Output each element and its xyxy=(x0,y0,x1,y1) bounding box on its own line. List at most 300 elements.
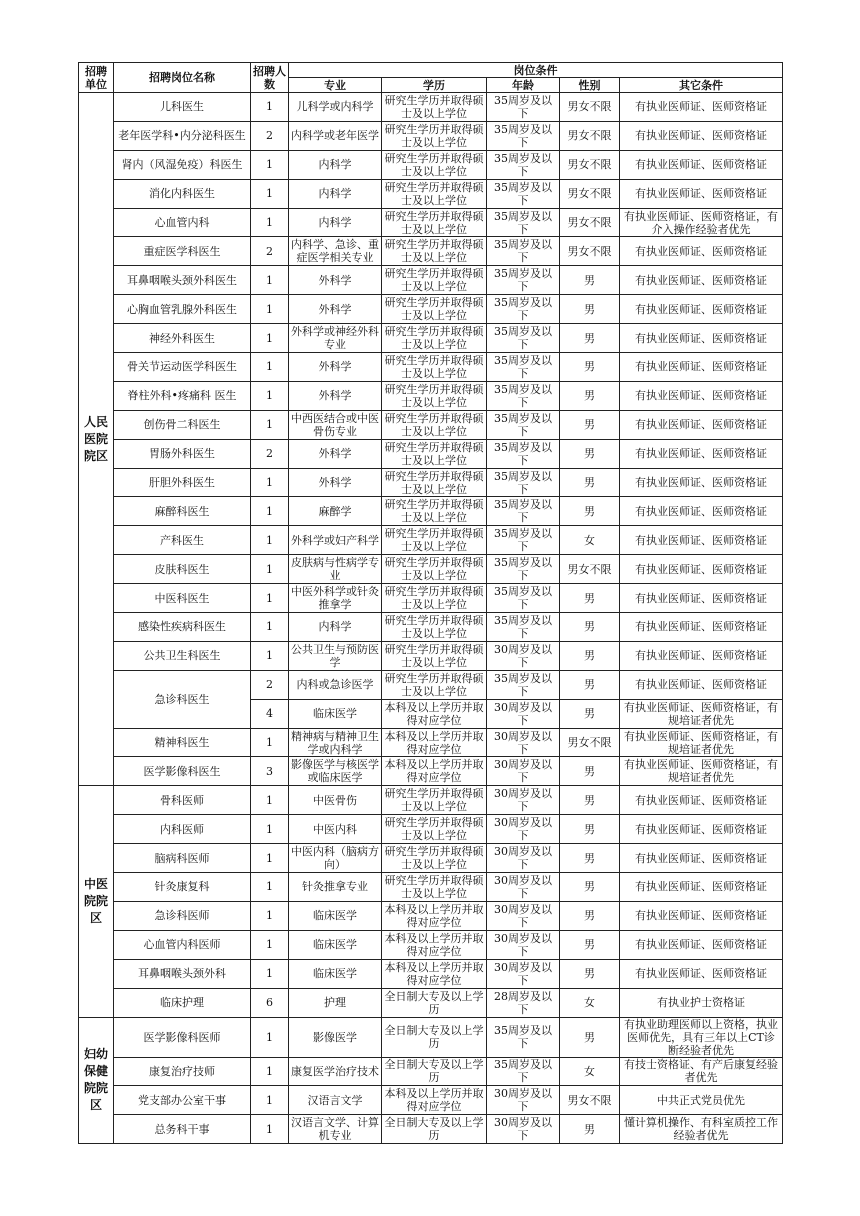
age-cell: 30周岁及以下 xyxy=(487,728,560,757)
header-other: 其它条件 xyxy=(620,78,783,93)
gender-cell: 男 xyxy=(560,901,620,930)
table-row xyxy=(79,121,783,150)
post-cell: 公共卫生科医生 xyxy=(114,641,251,670)
education-cell: 研究生学历并取得硕士及以上学位 xyxy=(382,613,487,642)
major-cell: 影像医学与核医学或临床医学 xyxy=(289,757,382,786)
other-cell: 有执业医师证、医师资格证 xyxy=(620,266,783,295)
age-cell: 35周岁及以下 xyxy=(487,526,560,555)
table-row xyxy=(79,988,783,1017)
table-row xyxy=(79,786,783,815)
table-row xyxy=(79,410,783,439)
post-cell: 儿科医生 xyxy=(114,93,251,122)
age-cell: 30周岁及以下 xyxy=(487,844,560,873)
table-row xyxy=(79,439,783,468)
education-cell: 研究生学历并取得硕士及以上学位 xyxy=(382,266,487,295)
age-cell: 30周岁及以下 xyxy=(487,901,560,930)
count-cell: 1 xyxy=(251,295,289,324)
table-row xyxy=(79,381,783,410)
major-cell: 中医骨伤 xyxy=(289,786,382,815)
major-cell: 汉语言文学 xyxy=(289,1086,382,1115)
gender-cell: 男 xyxy=(560,1017,620,1057)
gender-cell: 男 xyxy=(560,786,620,815)
count-cell: 1 xyxy=(251,468,289,497)
other-cell: 有执业医师证、医师资格证 xyxy=(620,670,783,699)
education-cell: 本科及以上学历并取得对应学位 xyxy=(382,1086,487,1115)
other-cell: 有执业医师证、医师资格证 xyxy=(620,555,783,584)
gender-cell: 男 xyxy=(560,295,620,324)
header-gender: 性别 xyxy=(560,78,620,93)
table-row xyxy=(79,324,783,353)
gender-cell: 女 xyxy=(560,1057,620,1086)
post-cell: 肝胆外科医生 xyxy=(114,468,251,497)
age-cell: 35周岁及以下 xyxy=(487,1057,560,1086)
table-row xyxy=(79,237,783,266)
age-cell: 35周岁及以下 xyxy=(487,584,560,613)
age-cell: 35周岁及以下 xyxy=(487,410,560,439)
major-cell: 儿科学或内科学 xyxy=(289,93,382,122)
count-cell: 1 xyxy=(251,815,289,844)
gender-cell: 男 xyxy=(560,353,620,382)
gender-cell: 男 xyxy=(560,410,620,439)
other-cell: 懂计算机操作、有科室质控工作经验者优先 xyxy=(620,1115,783,1144)
post-cell: 心胸血管乳腺外科医生 xyxy=(114,295,251,324)
major-cell: 外科学 xyxy=(289,295,382,324)
major-cell: 中医内科 xyxy=(289,815,382,844)
count-cell: 1 xyxy=(251,93,289,122)
age-cell: 35周岁及以下 xyxy=(487,295,560,324)
post-cell: 脑病科医师 xyxy=(114,844,251,873)
other-cell: 有执业医师证、医师资格证 xyxy=(620,410,783,439)
table-row xyxy=(79,468,783,497)
post-cell: 感染性疾病科医生 xyxy=(114,613,251,642)
gender-cell: 男 xyxy=(560,641,620,670)
other-cell: 中共正式党员优先 xyxy=(620,1086,783,1115)
age-cell: 30周岁及以下 xyxy=(487,757,560,786)
count-cell: 1 xyxy=(251,1017,289,1057)
gender-cell: 男 xyxy=(560,324,620,353)
major-cell: 外科学 xyxy=(289,353,382,382)
gender-cell: 男 xyxy=(560,266,620,295)
education-cell: 研究生学历并取得硕士及以上学位 xyxy=(382,584,487,613)
gender-cell: 男 xyxy=(560,670,620,699)
education-cell: 研究生学历并取得硕士及以上学位 xyxy=(382,873,487,902)
major-cell: 内科学或老年医学 xyxy=(289,121,382,150)
post-cell: 创伤骨二科医生 xyxy=(114,410,251,439)
gender-cell: 男 xyxy=(560,497,620,526)
age-cell: 30周岁及以下 xyxy=(487,1086,560,1115)
education-cell: 研究生学历并取得硕士及以上学位 xyxy=(382,439,487,468)
post-cell: 心血管内科 xyxy=(114,208,251,237)
post-cell: 胃肠外科医生 xyxy=(114,439,251,468)
education-cell: 本科及以上学历并取得对应学位 xyxy=(382,757,487,786)
education-cell: 研究生学历并取得硕士及以上学位 xyxy=(382,410,487,439)
other-cell: 有执业医师证、医师资格证，有规培证者优先 xyxy=(620,757,783,786)
education-cell: 研究生学历并取得硕士及以上学位 xyxy=(382,468,487,497)
major-cell: 内科学 xyxy=(289,179,382,208)
post-cell: 医学影像科医师 xyxy=(114,1017,251,1057)
major-cell: 汉语言文学、计算机专业 xyxy=(289,1115,382,1144)
post-cell: 中医科医生 xyxy=(114,584,251,613)
gender-cell: 男女不限 xyxy=(560,179,620,208)
count-cell: 3 xyxy=(251,757,289,786)
major-cell: 康复医学治疗技术 xyxy=(289,1057,382,1086)
other-cell: 有执业医师证、医师资格证 xyxy=(620,641,783,670)
age-cell: 35周岁及以下 xyxy=(487,179,560,208)
education-cell: 本科及以上学历并取得对应学位 xyxy=(382,930,487,959)
education-cell: 研究生学历并取得硕士及以上学位 xyxy=(382,555,487,584)
major-cell: 内科学 xyxy=(289,208,382,237)
gender-cell: 女 xyxy=(560,988,620,1017)
post-cell: 急诊科医师 xyxy=(114,901,251,930)
age-cell: 35周岁及以下 xyxy=(487,237,560,266)
table-row xyxy=(79,670,783,699)
count-cell: 4 xyxy=(251,699,289,728)
count-cell: 1 xyxy=(251,959,289,988)
age-cell: 30周岁及以下 xyxy=(487,699,560,728)
major-cell: 内科或急诊医学 xyxy=(289,670,382,699)
major-cell: 内科学 xyxy=(289,150,382,179)
table-row xyxy=(79,266,783,295)
education-cell: 研究生学历并取得硕士及以上学位 xyxy=(382,844,487,873)
other-cell: 有执业医师证、医师资格证 xyxy=(620,901,783,930)
post-cell: 精神科医生 xyxy=(114,728,251,757)
post-cell: 麻醉科医生 xyxy=(114,497,251,526)
table-row xyxy=(79,353,783,382)
count-cell: 1 xyxy=(251,208,289,237)
count-cell: 1 xyxy=(251,266,289,295)
major-cell: 公共卫生与预防医学 xyxy=(289,641,382,670)
major-cell: 临床医学 xyxy=(289,699,382,728)
post-cell: 老年医学科•内分泌科医生 xyxy=(114,121,251,150)
post-cell: 急诊科医生 xyxy=(114,670,251,728)
other-cell: 有执业护士资格证 xyxy=(620,988,783,1017)
other-cell: 有执业医师证、医师资格证，有规培证者优先 xyxy=(620,699,783,728)
count-cell: 2 xyxy=(251,121,289,150)
recruitment-table-sheet xyxy=(78,62,782,1144)
other-cell: 有执业医师证、医师资格证 xyxy=(620,179,783,208)
post-cell: 耳鼻咽喉头颈外科医生 xyxy=(114,266,251,295)
age-cell: 28周岁及以下 xyxy=(487,988,560,1017)
other-cell: 有执业医师证、医师资格证 xyxy=(620,959,783,988)
major-cell: 外科学 xyxy=(289,266,382,295)
other-cell: 有执业医师证、医师资格证 xyxy=(620,584,783,613)
major-cell: 中医外科学或针灸推拿学 xyxy=(289,584,382,613)
count-cell: 1 xyxy=(251,1057,289,1086)
table-row xyxy=(79,728,783,757)
gender-cell: 女 xyxy=(560,526,620,555)
count-cell: 1 xyxy=(251,150,289,179)
education-cell: 研究生学历并取得硕士及以上学位 xyxy=(382,324,487,353)
other-cell: 有执业医师证、医师资格证，有规培证者优先 xyxy=(620,728,783,757)
unit-cell: 妇幼保健院院区 xyxy=(79,1017,114,1144)
major-cell: 麻醉学 xyxy=(289,497,382,526)
table-row xyxy=(79,959,783,988)
education-cell: 全日制大专及以上学历 xyxy=(382,988,487,1017)
table-row xyxy=(79,526,783,555)
count-cell: 1 xyxy=(251,728,289,757)
gender-cell: 男 xyxy=(560,613,620,642)
table-row xyxy=(79,613,783,642)
other-cell: 有执业医师证、医师资格证 xyxy=(620,237,783,266)
major-cell: 内科学 xyxy=(289,613,382,642)
education-cell: 全日制大专及以上学历 xyxy=(382,1115,487,1144)
age-cell: 35周岁及以下 xyxy=(487,266,560,295)
age-cell: 35周岁及以下 xyxy=(487,324,560,353)
count-cell: 1 xyxy=(251,613,289,642)
table-row xyxy=(79,93,783,122)
post-cell: 骨科医师 xyxy=(114,786,251,815)
other-cell: 有执业医师证、医师资格证 xyxy=(620,93,783,122)
post-cell: 内科医师 xyxy=(114,815,251,844)
education-cell: 研究生学历并取得硕士及以上学位 xyxy=(382,641,487,670)
count-cell: 6 xyxy=(251,988,289,1017)
unit-cell: 中医院院区 xyxy=(79,786,114,1017)
other-cell: 有执业医师证、医师资格证 xyxy=(620,353,783,382)
education-cell: 研究生学历并取得硕士及以上学位 xyxy=(382,208,487,237)
table-row xyxy=(79,757,783,786)
post-cell: 党支部办公室干事 xyxy=(114,1086,251,1115)
major-cell: 内科学、急诊、重症医学相关专业 xyxy=(289,237,382,266)
gender-cell: 男 xyxy=(560,959,620,988)
other-cell: 有技士资格证、有产后康复经验者优先 xyxy=(620,1057,783,1086)
recruitment-table xyxy=(78,62,783,1144)
other-cell: 有执业医师证、医师资格证 xyxy=(620,497,783,526)
education-cell: 研究生学历并取得硕士及以上学位 xyxy=(382,815,487,844)
count-cell: 1 xyxy=(251,497,289,526)
post-cell: 肾内（风湿免疫）科医生 xyxy=(114,150,251,179)
count-cell: 1 xyxy=(251,324,289,353)
other-cell: 有执业医师证、医师资格证 xyxy=(620,381,783,410)
education-cell: 研究生学历并取得硕士及以上学位 xyxy=(382,237,487,266)
age-cell: 35周岁及以下 xyxy=(487,381,560,410)
count-cell: 1 xyxy=(251,381,289,410)
education-cell: 本科及以上学历并取得对应学位 xyxy=(382,699,487,728)
count-cell: 1 xyxy=(251,930,289,959)
gender-cell: 男女不限 xyxy=(560,1086,620,1115)
table-row xyxy=(79,641,783,670)
other-cell: 有执业医师证、医师资格证 xyxy=(620,786,783,815)
age-cell: 35周岁及以下 xyxy=(487,93,560,122)
header-age: 年龄 xyxy=(487,78,560,93)
major-cell: 外科学或妇产科学 xyxy=(289,526,382,555)
education-cell: 研究生学历并取得硕士及以上学位 xyxy=(382,381,487,410)
age-cell: 30周岁及以下 xyxy=(487,641,560,670)
count-cell: 1 xyxy=(251,526,289,555)
gender-cell: 男女不限 xyxy=(560,150,620,179)
education-cell: 研究生学历并取得硕士及以上学位 xyxy=(382,497,487,526)
major-cell: 外科学 xyxy=(289,468,382,497)
table-row xyxy=(79,584,783,613)
education-cell: 本科及以上学历并取得对应学位 xyxy=(382,901,487,930)
gender-cell: 男 xyxy=(560,815,620,844)
table-row xyxy=(79,930,783,959)
other-cell: 有执业医师证、医师资格证 xyxy=(620,295,783,324)
other-cell: 有执业医师证、医师资格证 xyxy=(620,930,783,959)
education-cell: 研究生学历并取得硕士及以上学位 xyxy=(382,526,487,555)
count-cell: 1 xyxy=(251,786,289,815)
gender-cell: 男 xyxy=(560,699,620,728)
post-cell: 总务科干事 xyxy=(114,1115,251,1144)
age-cell: 30周岁及以下 xyxy=(487,786,560,815)
count-cell: 2 xyxy=(251,237,289,266)
age-cell: 35周岁及以下 xyxy=(487,613,560,642)
education-cell: 研究生学历并取得硕士及以上学位 xyxy=(382,121,487,150)
gender-cell: 男 xyxy=(560,439,620,468)
major-cell: 外科学或神经外科专业 xyxy=(289,324,382,353)
count-cell: 1 xyxy=(251,555,289,584)
table-row xyxy=(79,208,783,237)
education-cell: 研究生学历并取得硕士及以上学位 xyxy=(382,179,487,208)
age-cell: 35周岁及以下 xyxy=(487,670,560,699)
other-cell: 有执业医师证、医师资格证 xyxy=(620,468,783,497)
education-cell: 研究生学历并取得硕士及以上学位 xyxy=(382,93,487,122)
count-cell: 1 xyxy=(251,641,289,670)
post-cell: 骨关节运动医学科医生 xyxy=(114,353,251,382)
major-cell: 影像医学 xyxy=(289,1017,382,1057)
gender-cell: 男 xyxy=(560,584,620,613)
gender-cell: 男女不限 xyxy=(560,208,620,237)
other-cell: 有执业医师证、医师资格证 xyxy=(620,439,783,468)
education-cell: 全日制大专及以上学历 xyxy=(382,1017,487,1057)
gender-cell: 男 xyxy=(560,468,620,497)
post-cell: 产科医生 xyxy=(114,526,251,555)
major-cell: 临床医学 xyxy=(289,959,382,988)
other-cell: 有执业医师证、医师资格证 xyxy=(620,844,783,873)
age-cell: 35周岁及以下 xyxy=(487,1017,560,1057)
gender-cell: 男 xyxy=(560,1115,620,1144)
header-conditions: 岗位条件 xyxy=(289,63,783,78)
gender-cell: 男 xyxy=(560,381,620,410)
unit-cell: 人民医院院区 xyxy=(79,93,114,786)
education-cell: 研究生学历并取得硕士及以上学位 xyxy=(382,670,487,699)
age-cell: 30周岁及以下 xyxy=(487,873,560,902)
age-cell: 35周岁及以下 xyxy=(487,468,560,497)
other-cell: 有执业医师证、医师资格证，有介入操作经验者优先 xyxy=(620,208,783,237)
age-cell: 30周岁及以下 xyxy=(487,1115,560,1144)
count-cell: 1 xyxy=(251,844,289,873)
table-row xyxy=(79,1017,783,1057)
count-cell: 2 xyxy=(251,439,289,468)
table-row xyxy=(79,1057,783,1086)
count-cell: 1 xyxy=(251,1115,289,1144)
post-cell: 消化内科医生 xyxy=(114,179,251,208)
table-row xyxy=(79,873,783,902)
gender-cell: 男女不限 xyxy=(560,728,620,757)
education-cell: 研究生学历并取得硕士及以上学位 xyxy=(382,353,487,382)
education-cell: 本科及以上学历并取得对应学位 xyxy=(382,728,487,757)
post-cell: 针灸康复科 xyxy=(114,873,251,902)
other-cell: 有执业助理医师以上资格，执业医师优先，具有三年以上CT诊断经验者优先 xyxy=(620,1017,783,1057)
gender-cell: 男 xyxy=(560,844,620,873)
count-cell: 1 xyxy=(251,179,289,208)
count-cell: 1 xyxy=(251,873,289,902)
age-cell: 35周岁及以下 xyxy=(487,353,560,382)
age-cell: 30周岁及以下 xyxy=(487,959,560,988)
table-row xyxy=(79,150,783,179)
table-row xyxy=(79,1115,783,1144)
table-row xyxy=(79,815,783,844)
education-cell: 全日制大专及以上学历 xyxy=(382,1057,487,1086)
count-cell: 1 xyxy=(251,410,289,439)
count-cell: 1 xyxy=(251,353,289,382)
post-cell: 康复治疗技师 xyxy=(114,1057,251,1086)
header-education: 学历 xyxy=(382,78,487,93)
table-row xyxy=(79,295,783,324)
other-cell: 有执业医师证、医师资格证 xyxy=(620,873,783,902)
gender-cell: 男女不限 xyxy=(560,93,620,122)
post-cell: 临床护理 xyxy=(114,988,251,1017)
count-cell: 1 xyxy=(251,584,289,613)
major-cell: 外科学 xyxy=(289,381,382,410)
header-count: 招聘人数 xyxy=(251,63,289,93)
post-cell: 医学影像科医生 xyxy=(114,757,251,786)
table-row xyxy=(79,844,783,873)
count-cell: 2 xyxy=(251,670,289,699)
post-cell: 脊柱外科•疼痛科 医生 xyxy=(114,381,251,410)
table-body xyxy=(79,93,783,1144)
major-cell: 精神病与精神卫生学或内科学 xyxy=(289,728,382,757)
table-row xyxy=(79,179,783,208)
age-cell: 35周岁及以下 xyxy=(487,497,560,526)
other-cell: 有执业医师证、医师资格证 xyxy=(620,613,783,642)
age-cell: 35周岁及以下 xyxy=(487,555,560,584)
other-cell: 有执业医师证、医师资格证 xyxy=(620,815,783,844)
education-cell: 研究生学历并取得硕士及以上学位 xyxy=(382,150,487,179)
header-major: 专业 xyxy=(289,78,382,93)
post-cell: 耳鼻咽喉头颈外科 xyxy=(114,959,251,988)
post-cell: 神经外科医生 xyxy=(114,324,251,353)
education-cell: 研究生学历并取得硕士及以上学位 xyxy=(382,786,487,815)
major-cell: 针灸推拿专业 xyxy=(289,873,382,902)
header-post: 招聘岗位名称 xyxy=(114,63,251,93)
header-unit: 招聘单位 xyxy=(79,63,114,93)
age-cell: 30周岁及以下 xyxy=(487,815,560,844)
age-cell: 35周岁及以下 xyxy=(487,439,560,468)
post-cell: 心血管内科医师 xyxy=(114,930,251,959)
other-cell: 有执业医师证、医师资格证 xyxy=(620,526,783,555)
major-cell: 皮肤病与性病学专业 xyxy=(289,555,382,584)
gender-cell: 男 xyxy=(560,757,620,786)
count-cell: 1 xyxy=(251,1086,289,1115)
major-cell: 中医内科（脑病方向） xyxy=(289,844,382,873)
age-cell: 30周岁及以下 xyxy=(487,930,560,959)
age-cell: 35周岁及以下 xyxy=(487,208,560,237)
major-cell: 中西医结合或中医骨伤专业 xyxy=(289,410,382,439)
gender-cell: 男女不限 xyxy=(560,237,620,266)
education-cell: 研究生学历并取得硕士及以上学位 xyxy=(382,295,487,324)
gender-cell: 男 xyxy=(560,930,620,959)
major-cell: 外科学 xyxy=(289,439,382,468)
other-cell: 有执业医师证、医师资格证 xyxy=(620,121,783,150)
post-cell: 重症医学科医生 xyxy=(114,237,251,266)
major-cell: 临床医学 xyxy=(289,901,382,930)
count-cell: 1 xyxy=(251,901,289,930)
gender-cell: 男女不限 xyxy=(560,555,620,584)
age-cell: 35周岁及以下 xyxy=(487,121,560,150)
post-cell: 皮肤科医生 xyxy=(114,555,251,584)
table-row xyxy=(79,1086,783,1115)
table-row xyxy=(79,497,783,526)
other-cell: 有执业医师证、医师资格证 xyxy=(620,150,783,179)
major-cell: 临床医学 xyxy=(289,930,382,959)
table-row xyxy=(79,555,783,584)
gender-cell: 男女不限 xyxy=(560,121,620,150)
major-cell: 护理 xyxy=(289,988,382,1017)
gender-cell: 男 xyxy=(560,873,620,902)
education-cell: 本科及以上学历并取得对应学位 xyxy=(382,959,487,988)
other-cell: 有执业医师证、医师资格证 xyxy=(620,324,783,353)
table-row xyxy=(79,901,783,930)
